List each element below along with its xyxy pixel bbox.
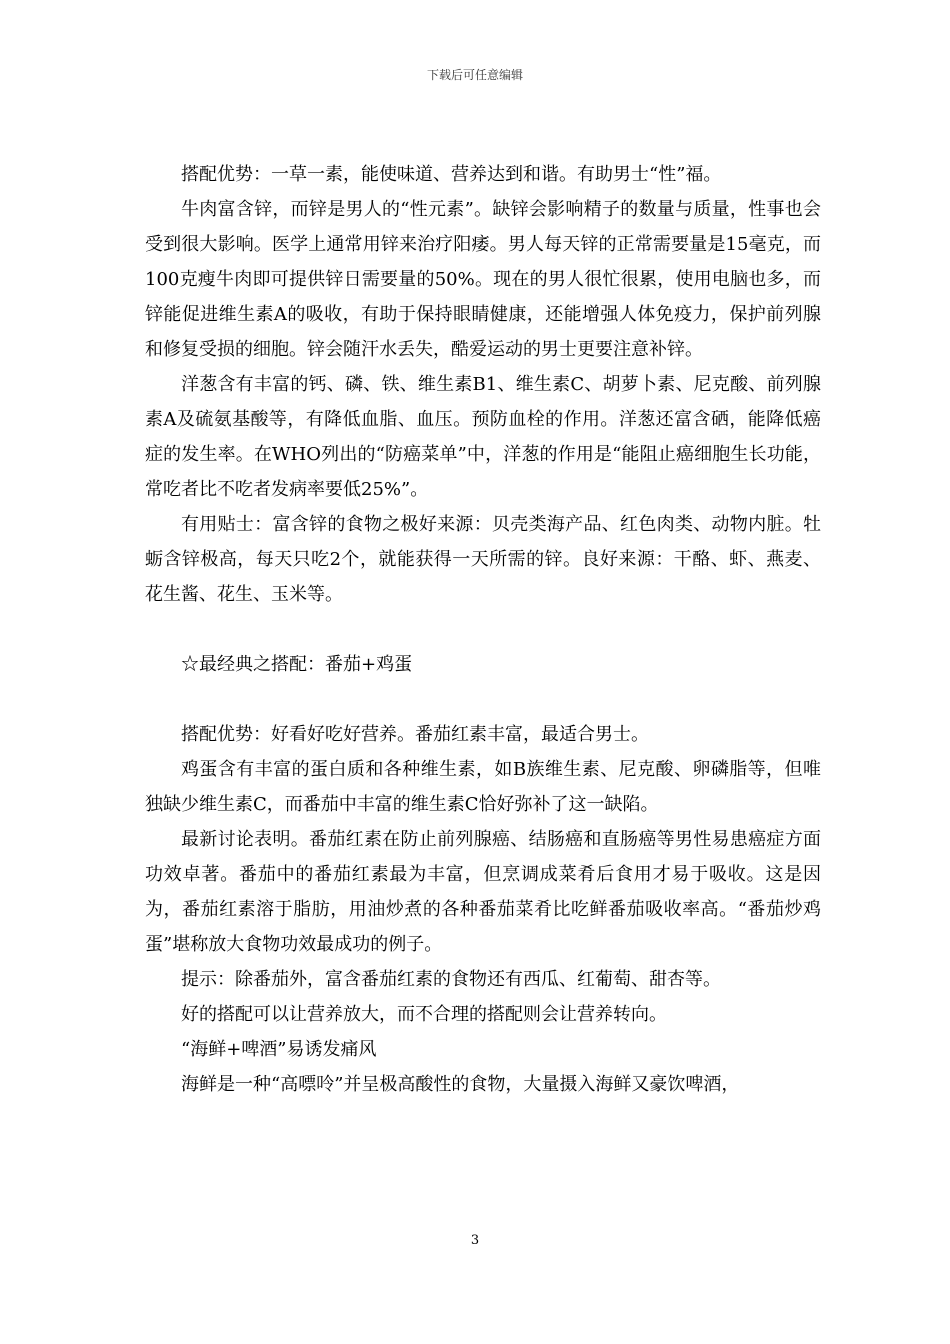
paragraph-seafood-beer-title: “海鲜+啤酒”易诱发痛风 (181, 1039, 377, 1060)
paragraph-good-pairing: 好的搭配可以让营养放大，而不合理的搭配则会让营养转向。 (181, 1004, 667, 1025)
paragraph-pairing-advantage: 搭配优势：一草一素，能使味道、营养达到和谐。有助男士“性”福。 (181, 164, 722, 185)
paragraph-seafood-purine: 海鲜是一种“高嘌呤”并呈极高酸性的食物，大量摄入海鲜又豪饮啤酒， (181, 1074, 740, 1095)
paragraph-onion: 洋葱含有丰富的钙、磷、铁、维生素B1、维生素C、胡萝卜素、尼克酸、前列腺素A及硫氨基酸等，有降低血脂、血压。预防血栓的作用。洋葱还富含硒，能降低癌症的发生率。在WHO列出的“防癌菜单”中，洋葱的作用是“能阻止癌细胞生长功能，常吃者比不吃者发病率要低25%”。 (145, 374, 821, 500)
document-body (145, 157, 821, 1102)
paragraph-beef-zinc: 牛肉富含锌，而锌是男人的“性元素”。缺锌会影响精子的数量与质量，性事也会受到很大影响。医学上通常用锌来治疗阳痿。男人每天锌的正常需要量是15毫克，而100克瘦牛肉即可提供锌日需要量的50%。现在的男人很忙很累，使用电脑也多，而锌能促进维生素A的吸收，有助于保持眼睛健康，还能增强人体免疫力，保护前列腺和修复受损的细胞。锌会随汗水丢失，酷爱运动的男士更要注意补锌。 (145, 199, 821, 360)
paragraph-hint: 提示：除番茄外，富含番茄红素的食物还有西瓜、红葡萄、甜杏等。 (181, 969, 721, 990)
page-header: 下载后可任意编辑 (426, 68, 523, 82)
paragraph-lycopene-research: 最新讨论表明。番茄红素在防止前列腺癌、结肠癌和直肠癌等男性易患癌症方面功效卓著。番茄中的番茄红素最为丰富，但烹调成菜肴后食用才易于吸收。这是因为，番茄红素溶于脂肪，用油炒煮的各种番茄菜肴比吃鲜番茄吸收率高。“番茄炒鸡蛋”堪称放大食物功效最成功的例子。 (145, 829, 821, 955)
page-number: 3 (470, 1233, 480, 1248)
paragraph-tomato-egg-advantage: 搭配优势：好看好吃好营养。番茄红素丰富，最适合男士。 (181, 724, 649, 745)
section-heading: ☆最经典之搭配：番茄+鸡蛋 (181, 654, 413, 675)
paragraph-useful-tips: 有用贴士：富含锌的食物之极好来源：贝壳类海产品、红色肉类、动物内脏。牡蛎含锌极高，每天只吃2个，就能获得一天所需的锌。良好来源：干酪、虾、燕麦、花生酱、花生、玉米等。 (145, 514, 821, 605)
paragraph-egg-nutrition: 鸡蛋含有丰富的蛋白质和各种维生素，如B族维生素、尼克酸、卵磷脂等，但唯独缺少维生素C，而番茄中丰富的维生素C恰好弥补了这一缺陷。 (145, 759, 821, 815)
